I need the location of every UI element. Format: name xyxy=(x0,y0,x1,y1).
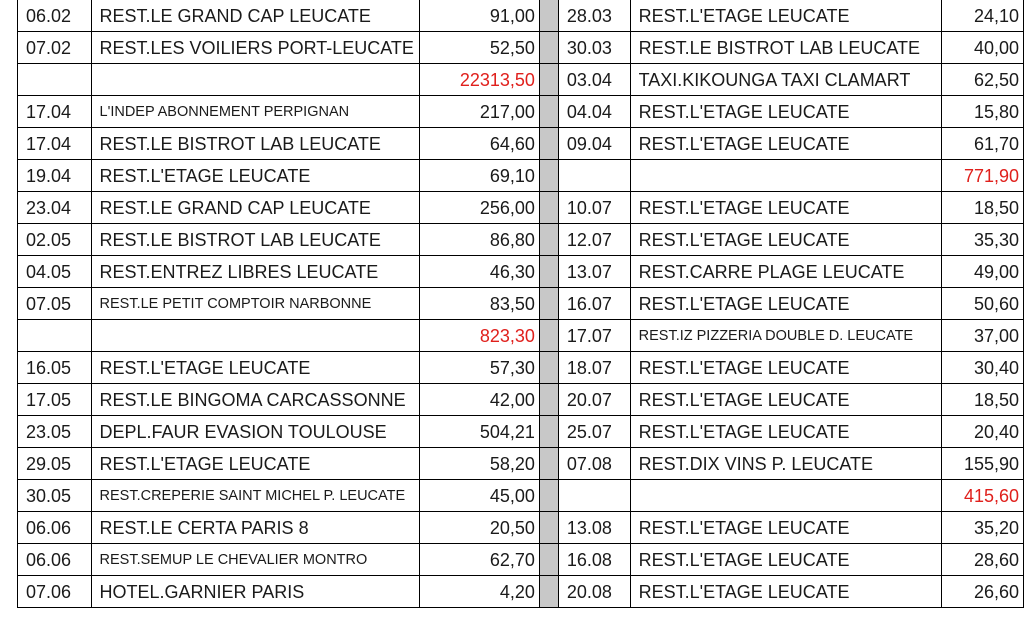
left-label-cell: REST.L'ETAGE LEUCATE xyxy=(91,448,419,480)
right-label-cell: REST.L'ETAGE LEUCATE xyxy=(630,224,941,256)
left-label-cell: DEPL.FAUR EVASION TOULOUSE xyxy=(91,416,419,448)
right-label-cell: REST.L'ETAGE LEUCATE xyxy=(630,0,941,32)
left-label-cell: REST.L'ETAGE LEUCATE xyxy=(91,352,419,384)
left-label-cell: REST.ENTREZ LIBRES LEUCATE xyxy=(91,256,419,288)
left-amount-cell: 256,00 xyxy=(419,192,539,224)
left-amount-cell: 91,00 xyxy=(419,0,539,32)
left-label-cell: REST.CREPERIE SAINT MICHEL P. LEUCATE xyxy=(91,480,419,512)
right-label-cell: REST.L'ETAGE LEUCATE xyxy=(630,128,941,160)
column-separator xyxy=(539,320,558,352)
column-separator xyxy=(539,256,558,288)
left-date-cell: 06.06 xyxy=(18,512,92,544)
left-date-cell: 07.05 xyxy=(18,288,92,320)
table-row xyxy=(18,32,1024,64)
left-amount-cell: 46,30 xyxy=(419,256,539,288)
left-date-cell: 06.06 xyxy=(18,544,92,576)
column-separator xyxy=(539,544,558,576)
right-date-cell: 13.08 xyxy=(558,512,630,544)
column-separator xyxy=(539,416,558,448)
column-separator xyxy=(539,32,558,64)
left-date-cell xyxy=(18,320,92,352)
left-label-cell: REST.LE GRAND CAP LEUCATE xyxy=(91,192,419,224)
left-date-cell: 07.06 xyxy=(18,576,92,608)
right-label-cell: REST.L'ETAGE LEUCATE xyxy=(630,352,941,384)
left-amount-cell: 504,21 xyxy=(419,416,539,448)
table-row xyxy=(18,384,1024,416)
left-label-cell: REST.LE BISTROT LAB LEUCATE xyxy=(91,128,419,160)
column-separator xyxy=(539,512,558,544)
right-amount-cell: 30,40 xyxy=(941,352,1023,384)
left-label-cell: REST.LE BISTROT LAB LEUCATE xyxy=(91,224,419,256)
left-date-cell: 07.02 xyxy=(18,32,92,64)
left-amount-cell: 42,00 xyxy=(419,384,539,416)
column-separator xyxy=(539,480,558,512)
right-date-cell: 20.08 xyxy=(558,576,630,608)
right-date-cell: 12.07 xyxy=(558,224,630,256)
right-label-cell: TAXI.KIKOUNGA TAXI CLAMART xyxy=(630,64,941,96)
right-label-cell: REST.L'ETAGE LEUCATE xyxy=(630,96,941,128)
column-separator xyxy=(539,384,558,416)
left-label-cell: REST.LES VOILIERS PORT-LEUCATE xyxy=(91,32,419,64)
table-row xyxy=(18,320,1024,352)
right-date-cell: 10.07 xyxy=(558,192,630,224)
right-label-cell: REST.L'ETAGE LEUCATE xyxy=(630,576,941,608)
table-row xyxy=(18,0,1024,32)
right-amount-cell: 40,00 xyxy=(941,32,1023,64)
right-amount-cell: 18,50 xyxy=(941,192,1023,224)
column-separator xyxy=(539,288,558,320)
right-amount-cell: 15,80 xyxy=(941,96,1023,128)
right-date-cell: 07.08 xyxy=(558,448,630,480)
left-date-cell: 16.05 xyxy=(18,352,92,384)
right-amount-cell: 28,60 xyxy=(941,544,1023,576)
right-date-cell: 03.04 xyxy=(558,64,630,96)
left-date-cell: 29.05 xyxy=(18,448,92,480)
left-label-cell: L'INDEP ABONNEMENT PERPIGNAN xyxy=(91,96,419,128)
table-row xyxy=(18,64,1024,96)
right-date-cell: 16.07 xyxy=(558,288,630,320)
left-date-cell: 17.05 xyxy=(18,384,92,416)
left-date-cell: 30.05 xyxy=(18,480,92,512)
right-date-cell: 17.07 xyxy=(558,320,630,352)
expense-table xyxy=(17,0,1024,608)
column-separator xyxy=(539,224,558,256)
table-row xyxy=(18,160,1024,192)
left-label-cell: REST.LE BINGOMA CARCASSONNE xyxy=(91,384,419,416)
left-label-cell: REST.LE PETIT COMPTOIR NARBONNE xyxy=(91,288,419,320)
left-label-cell: REST.LE GRAND CAP LEUCATE xyxy=(91,0,419,32)
table-row xyxy=(18,288,1024,320)
right-date-cell xyxy=(558,160,630,192)
right-amount-cell: 62,50 xyxy=(941,64,1023,96)
table-row xyxy=(18,256,1024,288)
right-date-cell: 25.07 xyxy=(558,416,630,448)
left-date-cell: 04.05 xyxy=(18,256,92,288)
right-amount-cell: 771,90 xyxy=(941,160,1023,192)
table-row xyxy=(18,544,1024,576)
left-label-cell: REST.SEMUP LE CHEVALIER MONTRO xyxy=(91,544,419,576)
left-amount-cell: 86,80 xyxy=(419,224,539,256)
left-label-cell xyxy=(91,64,419,96)
right-label-cell: REST.DIX VINS P. LEUCATE xyxy=(630,448,941,480)
right-amount-cell: 415,60 xyxy=(941,480,1023,512)
right-label-cell: REST.L'ETAGE LEUCATE xyxy=(630,544,941,576)
table-row xyxy=(18,576,1024,608)
left-label-cell xyxy=(91,320,419,352)
left-date-cell: 23.05 xyxy=(18,416,92,448)
right-label-cell: REST.L'ETAGE LEUCATE xyxy=(630,512,941,544)
column-separator xyxy=(539,192,558,224)
right-date-cell xyxy=(558,480,630,512)
right-amount-cell: 61,70 xyxy=(941,128,1023,160)
left-date-cell: 17.04 xyxy=(18,128,92,160)
column-separator xyxy=(539,352,558,384)
left-amount-cell: 57,30 xyxy=(419,352,539,384)
column-separator xyxy=(539,576,558,608)
right-label-cell xyxy=(630,160,941,192)
right-amount-cell: 155,90 xyxy=(941,448,1023,480)
right-label-cell: REST.LE BISTROT LAB LEUCATE xyxy=(630,32,941,64)
right-date-cell: 09.04 xyxy=(558,128,630,160)
left-amount-cell: 20,50 xyxy=(419,512,539,544)
right-amount-cell: 24,10 xyxy=(941,0,1023,32)
left-label-cell: REST.L'ETAGE LEUCATE xyxy=(91,160,419,192)
right-date-cell: 04.04 xyxy=(558,96,630,128)
table-row xyxy=(18,448,1024,480)
column-separator xyxy=(539,160,558,192)
left-amount-cell: 45,00 xyxy=(419,480,539,512)
column-separator xyxy=(539,128,558,160)
left-amount-cell: 823,30 xyxy=(419,320,539,352)
left-label-cell: REST.LE CERTA PARIS 8 xyxy=(91,512,419,544)
right-label-cell xyxy=(630,480,941,512)
right-amount-cell: 37,00 xyxy=(941,320,1023,352)
left-amount-cell: 58,20 xyxy=(419,448,539,480)
right-amount-cell: 35,20 xyxy=(941,512,1023,544)
table-row xyxy=(18,224,1024,256)
table-row xyxy=(18,416,1024,448)
left-amount-cell: 217,00 xyxy=(419,96,539,128)
right-date-cell: 30.03 xyxy=(558,32,630,64)
right-amount-cell: 18,50 xyxy=(941,384,1023,416)
right-date-cell: 18.07 xyxy=(558,352,630,384)
left-amount-cell: 83,50 xyxy=(419,288,539,320)
left-date-cell: 02.05 xyxy=(18,224,92,256)
right-amount-cell: 20,40 xyxy=(941,416,1023,448)
left-label-cell: HOTEL.GARNIER PARIS xyxy=(91,576,419,608)
column-separator xyxy=(539,448,558,480)
right-label-cell: REST.L'ETAGE LEUCATE xyxy=(630,192,941,224)
left-amount-cell: 4,20 xyxy=(419,576,539,608)
left-date-cell: 17.04 xyxy=(18,96,92,128)
right-label-cell: REST.L'ETAGE LEUCATE xyxy=(630,288,941,320)
right-date-cell: 20.07 xyxy=(558,384,630,416)
left-date-cell xyxy=(18,64,92,96)
column-separator xyxy=(539,0,558,32)
table-row xyxy=(18,96,1024,128)
column-separator xyxy=(539,64,558,96)
right-date-cell: 16.08 xyxy=(558,544,630,576)
right-amount-cell: 49,00 xyxy=(941,256,1023,288)
right-amount-cell: 35,30 xyxy=(941,224,1023,256)
right-label-cell: REST.IZ PIZZERIA DOUBLE D. LEUCATE xyxy=(630,320,941,352)
right-label-cell: REST.L'ETAGE LEUCATE xyxy=(630,416,941,448)
right-amount-cell: 50,60 xyxy=(941,288,1023,320)
left-date-cell: 19.04 xyxy=(18,160,92,192)
left-date-cell: 06.02 xyxy=(18,0,92,32)
table-row xyxy=(18,512,1024,544)
table-row xyxy=(18,352,1024,384)
right-label-cell: REST.CARRE PLAGE LEUCATE xyxy=(630,256,941,288)
left-amount-cell: 69,10 xyxy=(419,160,539,192)
left-amount-cell: 52,50 xyxy=(419,32,539,64)
left-amount-cell: 64,60 xyxy=(419,128,539,160)
expense-table-body xyxy=(18,0,1024,608)
table-row xyxy=(18,128,1024,160)
left-amount-cell: 62,70 xyxy=(419,544,539,576)
right-amount-cell: 26,60 xyxy=(941,576,1023,608)
left-date-cell: 23.04 xyxy=(18,192,92,224)
column-separator xyxy=(539,96,558,128)
table-row xyxy=(18,480,1024,512)
table-row xyxy=(18,192,1024,224)
right-label-cell: REST.L'ETAGE LEUCATE xyxy=(630,384,941,416)
left-amount-cell: 22313,50 xyxy=(419,64,539,96)
right-date-cell: 28.03 xyxy=(558,0,630,32)
right-date-cell: 13.07 xyxy=(558,256,630,288)
